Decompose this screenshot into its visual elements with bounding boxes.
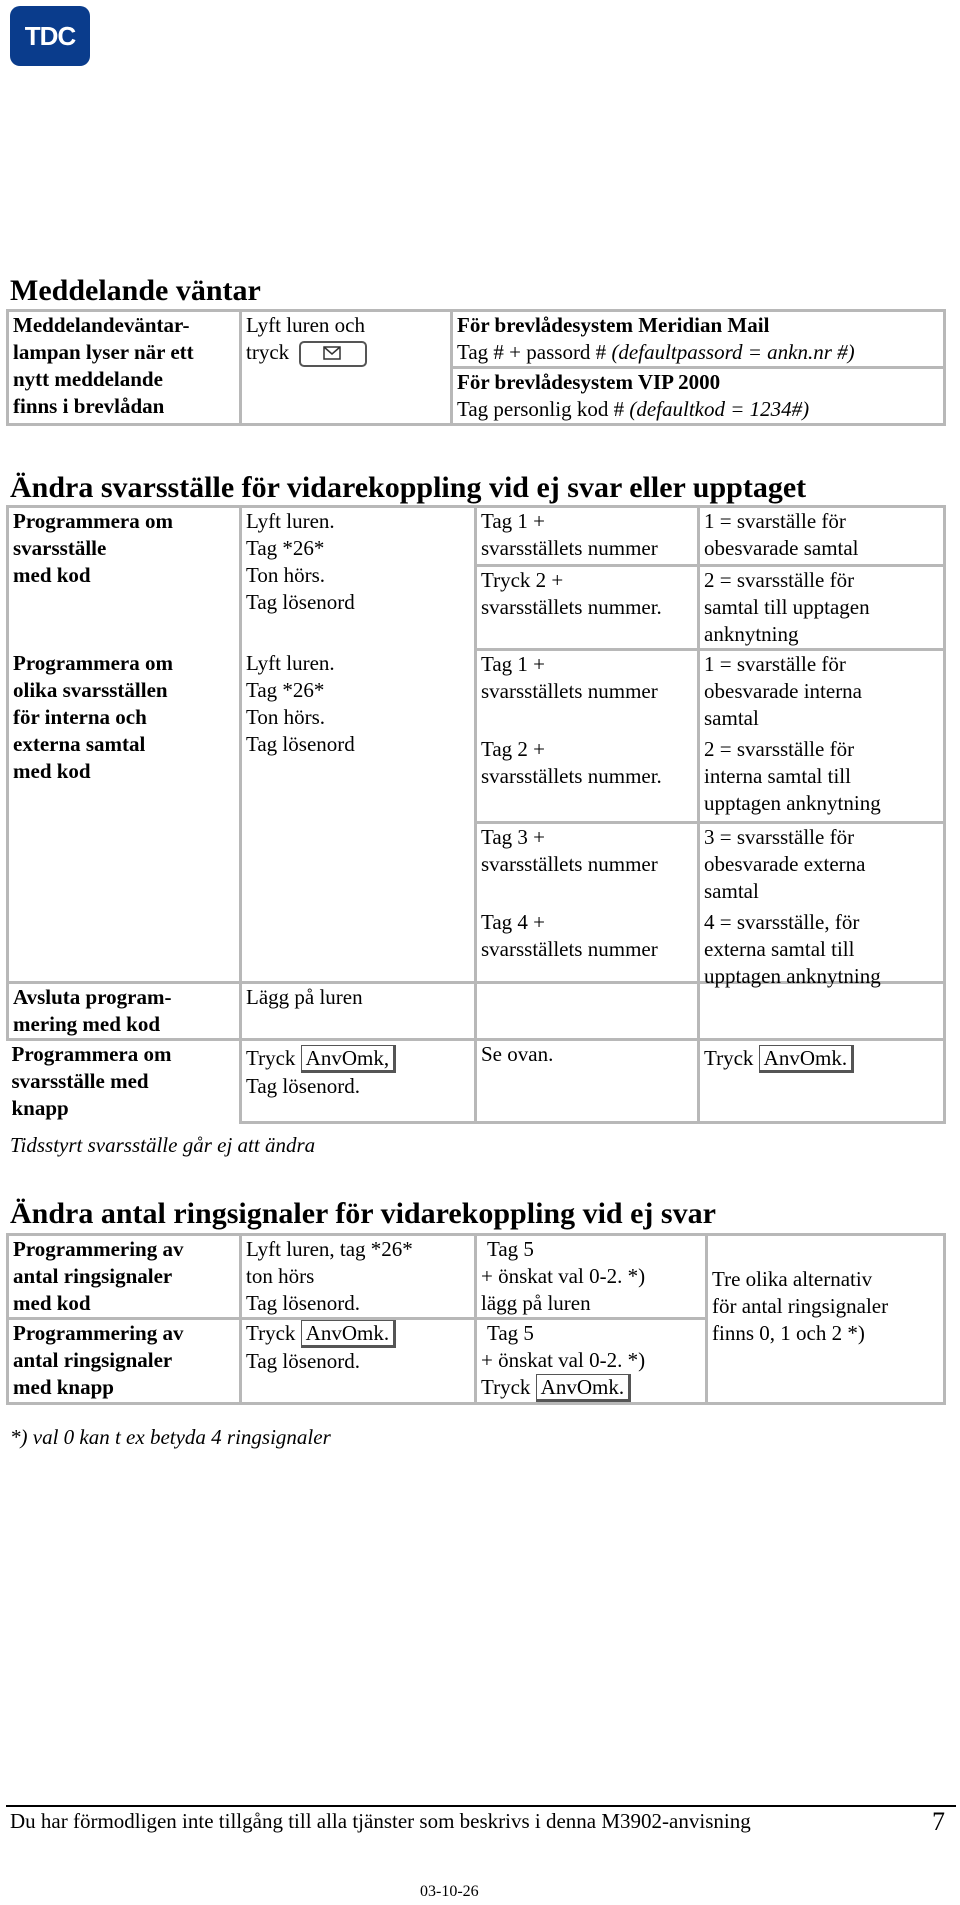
footer-text: Du har förmodligen inte tillgång till alla tjänster som beskrivs i denna M3902-anvisning	[10, 1809, 751, 1833]
section-heading-message-waiting: Meddelande väntar	[10, 274, 261, 307]
ring-alternatives-desc: Tre olika alternativ för antal ringsignaler finns 0, 1 och 2 *)	[707, 1235, 945, 1404]
ring-row1-step: Tag 5 + önskat val 0-2. *) lägg på luren	[476, 1235, 707, 1319]
row4-action: Tryck AnvOmk, Tag lösenord.	[241, 1040, 476, 1123]
row4-step: Se ovan.	[476, 1040, 699, 1123]
anvomk-key: AnvOmk.	[536, 1374, 631, 1402]
row3-label: Avsluta program- mering med kod	[8, 983, 241, 1040]
tdc-logo: TDC	[10, 6, 90, 66]
footer-date: 03-10-26	[420, 1883, 479, 1900]
row1-label: Programmera om svarsställe med kod	[8, 507, 241, 650]
vip-2000-cell: För brevlådesystem VIP 2000 Tag personlig kod # (defaultkod = 1234#)	[452, 368, 945, 425]
note-timed-answer-point: Tidsstyrt svarsställe går ej att ändra	[10, 1133, 316, 1157]
message-key-button	[299, 341, 367, 367]
ring-row2-label: Programmering av antal ringsignaler med knapp	[8, 1319, 241, 1404]
row2-steps: Tag 1 + svarsställets nummer Tag 2 + svarsställets nummer. Tag 3 + svarsställets nummer Tag 4 + svarsställets nummer	[476, 650, 699, 983]
message-waiting-label: Meddelandeväntar- lampan lyser när ett nytt meddelande finns i brevlådan	[8, 311, 241, 425]
row3-action: Lägg på luren	[241, 983, 476, 1040]
message-waiting-action: Lyft luren och tryck	[241, 311, 452, 425]
section-heading-change-answer-point: Ändra svarsställe för vidarekoppling vid ej svar eller upptaget	[10, 471, 807, 504]
ring-row1-action: Lyft luren, tag *26* ton hörs Tag lösenord.	[241, 1235, 476, 1319]
ring-row1-label: Programmering av antal ringsignaler med kod	[8, 1235, 241, 1319]
row2-desc: 1 = svarställe för obesvarade interna samtal 2 = svarsställe för interna samtal till upptagen anknytning 3 = svarsställe för obesvarade externa samtal 4 = svarsställe, för externa samtal till upptagen anknytning	[699, 650, 945, 983]
note-ring-signals: *) val 0 kan t ex betyda 4 ringsignaler	[10, 1425, 331, 1449]
footer-divider	[6, 1805, 956, 1807]
answer-point-table	[6, 505, 946, 1124]
row4-desc: Tryck AnvOmk.	[699, 1040, 945, 1123]
page-number: 7	[932, 1807, 945, 1836]
row2-label: Programmera om olika svarsställen för interna och externa samtal med kod	[8, 650, 241, 983]
ring-row2-step: Tag 5 + önskat val 0-2. *) Tryck AnvOmk.	[476, 1319, 707, 1404]
envelope-icon	[323, 346, 341, 360]
row2-action: Lyft luren. Tag *26* Ton hörs. Tag lösenord	[241, 650, 476, 983]
row1-desc: 1 = svarställe för obesvarade samtal 2 = svarsställe för samtal till upptagen anknytning	[699, 507, 945, 650]
ring-signals-table	[6, 1233, 946, 1405]
ring-row2-action: Tryck AnvOmk. Tag lösenord.	[241, 1319, 476, 1404]
meridian-mail-cell: För brevlådesystem Meridian Mail Tag # + passord # (defaultpassord = ankn.nr #)	[452, 311, 945, 368]
row3-desc-empty	[699, 983, 945, 1040]
anvomk-key: AnvOmk.	[301, 1320, 396, 1348]
message-waiting-table	[6, 309, 946, 426]
row4-label: Programmera om svarsställe med knapp	[8, 1040, 241, 1123]
section-heading-ring-signals: Ändra antal ringsignaler för vidarekoppling vid ej svar	[10, 1197, 716, 1230]
row3-step-empty	[476, 983, 699, 1040]
anvomk-key: AnvOmk,	[301, 1045, 396, 1073]
anvomk-key: AnvOmk.	[759, 1045, 854, 1073]
row1-action: Lyft luren. Tag *26* Ton hörs. Tag lösenord	[241, 507, 476, 650]
row1-steps: Tag 1 + svarsställets nummer Tryck 2 + svarsställets nummer.	[476, 507, 699, 650]
